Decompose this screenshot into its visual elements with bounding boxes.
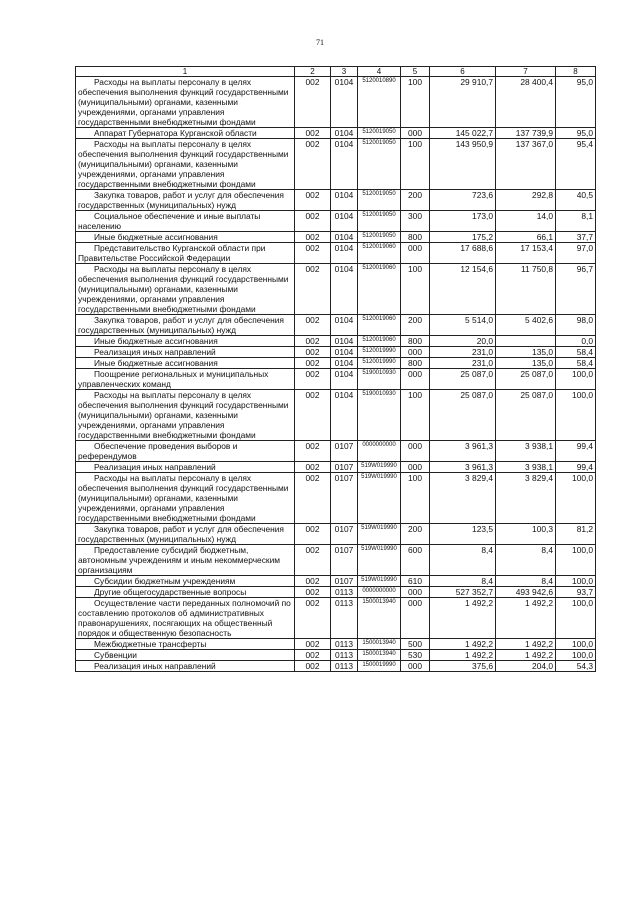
row-vr: 200	[401, 524, 430, 545]
header-cell: 5	[401, 67, 430, 77]
row-cs: 5120019060	[358, 336, 401, 347]
row-ved: 002	[295, 545, 331, 576]
header-cell: 4	[358, 67, 401, 77]
row-vr: 610	[401, 576, 430, 587]
row-cs: 519W019990	[358, 545, 401, 576]
row-name: Расходы на выплаты персоналу в целях обеспечения выполнения функций государственными (муниципальными) органами, казенными учреждениями, органами управления государственными внебюджетными фондами	[76, 390, 295, 441]
budget-table	[75, 66, 596, 672]
row-fact: 8,4	[496, 545, 556, 576]
row-plan: 29 910,7	[430, 77, 496, 128]
row-pct: 100,0	[556, 473, 596, 524]
table-row	[76, 128, 596, 139]
row-fact: 493 942,6	[496, 587, 556, 598]
row-pct: 99,4	[556, 462, 596, 473]
row-rz: 0107	[331, 576, 358, 587]
row-cs: 5120019050	[358, 232, 401, 243]
row-vr: 100	[401, 77, 430, 128]
row-plan: 8,4	[430, 576, 496, 587]
row-rz: 0107	[331, 524, 358, 545]
row-pct: 96,7	[556, 264, 596, 315]
row-ved: 002	[295, 473, 331, 524]
row-fact: 3 829,4	[496, 473, 556, 524]
row-name: Реализация иных направлений	[76, 347, 295, 358]
row-pct: 93,7	[556, 587, 596, 598]
row-vr: 000	[401, 462, 430, 473]
table-row	[76, 587, 596, 598]
header-row	[76, 67, 596, 77]
row-name: Поощрение региональных и муниципальных управленческих команд	[76, 369, 295, 390]
table-row	[76, 524, 596, 545]
row-name: Аппарат Губернатора Курганской области	[76, 128, 295, 139]
header-cell: 1	[76, 67, 295, 77]
row-cs: 519W019990	[358, 524, 401, 545]
table-row	[76, 139, 596, 190]
table-row	[76, 243, 596, 264]
row-cs: 1500013940	[358, 598, 401, 639]
row-rz: 0113	[331, 639, 358, 650]
row-cs: 519W019990	[358, 473, 401, 524]
row-plan: 5 514,0	[430, 315, 496, 336]
row-fact: 25 087,0	[496, 390, 556, 441]
row-pct: 58,4	[556, 358, 596, 369]
row-ved: 002	[295, 661, 331, 672]
table-row	[76, 639, 596, 650]
row-rz: 0107	[331, 441, 358, 462]
row-vr: 000	[401, 128, 430, 139]
row-fact: 292,8	[496, 190, 556, 211]
row-ved: 002	[295, 358, 331, 369]
row-rz: 0104	[331, 77, 358, 128]
row-name: Социальное обеспечение и иные выплаты населению	[76, 211, 295, 232]
row-fact: 3 938,1	[496, 462, 556, 473]
row-ved: 002	[295, 441, 331, 462]
row-vr: 000	[401, 587, 430, 598]
row-name: Иные бюджетные ассигнования	[76, 232, 295, 243]
table-row	[76, 545, 596, 576]
row-ved: 002	[295, 576, 331, 587]
row-fact: 1 492,2	[496, 650, 556, 661]
row-plan: 1 492,2	[430, 639, 496, 650]
row-rz: 0104	[331, 336, 358, 347]
row-rz: 0104	[331, 243, 358, 264]
row-name: Субвенции	[76, 650, 295, 661]
row-name: Расходы на выплаты персоналу в целях обеспечения выполнения функций государственными (муниципальными) органами, казенными учреждениями, органами управления государственными внебюджетными фондами	[76, 77, 295, 128]
row-pct: 100,0	[556, 390, 596, 441]
row-pct: 95,0	[556, 77, 596, 128]
row-cs: 5120019050	[358, 139, 401, 190]
row-plan: 1 492,2	[430, 598, 496, 639]
row-ved: 002	[295, 587, 331, 598]
row-plan: 527 352,7	[430, 587, 496, 598]
row-fact: 3 938,1	[496, 441, 556, 462]
row-plan: 17 688,6	[430, 243, 496, 264]
row-pct: 95,4	[556, 139, 596, 190]
row-ved: 002	[295, 369, 331, 390]
header-cell: 7	[496, 67, 556, 77]
row-rz: 0113	[331, 587, 358, 598]
row-rz: 0104	[331, 190, 358, 211]
row-rz: 0113	[331, 661, 358, 672]
page-number: 71	[316, 38, 324, 47]
row-vr: 800	[401, 358, 430, 369]
row-plan: 231,0	[430, 347, 496, 358]
row-fact: 14,0	[496, 211, 556, 232]
row-name: Расходы на выплаты персоналу в целях обеспечения выполнения функций государственными (муниципальными) органами, казенными учреждениями, органами управления государственными внебюджетными фондами	[76, 264, 295, 315]
row-vr: 500	[401, 639, 430, 650]
row-pct: 81,2	[556, 524, 596, 545]
row-vr: 000	[401, 369, 430, 390]
table-row	[76, 190, 596, 211]
row-vr: 600	[401, 545, 430, 576]
row-name: Расходы на выплаты персоналу в целях обеспечения выполнения функций государственными (муниципальными) органами, казенными учреждениями, органами управления государственными внебюджетными фондами	[76, 139, 295, 190]
row-pct: 100,0	[556, 369, 596, 390]
row-name: Субсидии бюджетным учреждениям	[76, 576, 295, 587]
row-fact: 100,3	[496, 524, 556, 545]
row-fact: 137 739,9	[496, 128, 556, 139]
row-ved: 002	[295, 211, 331, 232]
row-pct: 40,5	[556, 190, 596, 211]
row-plan: 723,6	[430, 190, 496, 211]
row-cs: 0000000000	[358, 587, 401, 598]
row-rz: 0107	[331, 473, 358, 524]
row-pct: 95,0	[556, 128, 596, 139]
row-cs: 5120019990	[358, 358, 401, 369]
table-row	[76, 390, 596, 441]
row-fact: 135,0	[496, 347, 556, 358]
row-name: Обеспечение проведения выборов и референдумов	[76, 441, 295, 462]
row-name: Представительство Курганской области при Правительстве Российской Федерации	[76, 243, 295, 264]
row-vr: 200	[401, 315, 430, 336]
row-rz: 0113	[331, 598, 358, 639]
row-vr: 800	[401, 232, 430, 243]
row-cs: 5120019050	[358, 128, 401, 139]
row-cs: 5190010930	[358, 390, 401, 441]
row-ved: 002	[295, 315, 331, 336]
row-vr: 200	[401, 190, 430, 211]
header-cell: 2	[295, 67, 331, 77]
table-row	[76, 358, 596, 369]
row-plan: 3 961,3	[430, 462, 496, 473]
row-pct: 100,0	[556, 598, 596, 639]
row-rz: 0104	[331, 358, 358, 369]
row-name: Межбюджетные трансферты	[76, 639, 295, 650]
row-rz: 0104	[331, 232, 358, 243]
table-row	[76, 369, 596, 390]
row-pct: 97,0	[556, 243, 596, 264]
row-ved: 002	[295, 650, 331, 661]
row-ved: 002	[295, 128, 331, 139]
row-ved: 002	[295, 264, 331, 315]
row-name: Иные бюджетные ассигнования	[76, 336, 295, 347]
row-fact: 11 750,8	[496, 264, 556, 315]
row-plan: 20,0	[430, 336, 496, 347]
row-vr: 300	[401, 211, 430, 232]
row-vr: 000	[401, 347, 430, 358]
row-plan: 375,6	[430, 661, 496, 672]
row-cs: 1500013940	[358, 639, 401, 650]
table-row	[76, 576, 596, 587]
row-ved: 002	[295, 347, 331, 358]
row-ved: 002	[295, 77, 331, 128]
header-cell: 8	[556, 67, 596, 77]
row-vr: 530	[401, 650, 430, 661]
row-fact: 204,0	[496, 661, 556, 672]
table-row	[76, 650, 596, 661]
row-cs: 5120019050	[358, 211, 401, 232]
row-rz: 0104	[331, 139, 358, 190]
row-fact: 28 400,4	[496, 77, 556, 128]
row-cs: 519W019990	[358, 576, 401, 587]
table-row	[76, 462, 596, 473]
row-plan: 145 022,7	[430, 128, 496, 139]
row-rz: 0104	[331, 128, 358, 139]
row-ved: 002	[295, 232, 331, 243]
row-rz: 0113	[331, 650, 358, 661]
row-vr: 000	[401, 598, 430, 639]
row-fact: 66,1	[496, 232, 556, 243]
row-cs: 5120019060	[358, 315, 401, 336]
row-plan: 173,0	[430, 211, 496, 232]
row-fact: 137 367,0	[496, 139, 556, 190]
table-row	[76, 211, 596, 232]
row-vr: 800	[401, 336, 430, 347]
row-name: Закупка товаров, работ и услуг для обеспечения государственных (муниципальных) нужд	[76, 190, 295, 211]
row-cs: 1500013940	[358, 650, 401, 661]
row-pct: 100,0	[556, 576, 596, 587]
row-pct: 54,3	[556, 661, 596, 672]
header-cell: 6	[430, 67, 496, 77]
row-plan: 231,0	[430, 358, 496, 369]
row-fact	[496, 336, 556, 347]
row-rz: 0104	[331, 211, 358, 232]
table-row	[76, 77, 596, 128]
table-row	[76, 441, 596, 462]
row-pct: 98,0	[556, 315, 596, 336]
row-pct: 100,0	[556, 545, 596, 576]
row-ved: 002	[295, 139, 331, 190]
row-name: Закупка товаров, работ и услуг для обеспечения государственных (муниципальных) нужд	[76, 524, 295, 545]
table-row	[76, 232, 596, 243]
row-ved: 002	[295, 336, 331, 347]
row-vr: 100	[401, 473, 430, 524]
row-vr: 000	[401, 441, 430, 462]
row-pct: 100,0	[556, 650, 596, 661]
row-plan: 8,4	[430, 545, 496, 576]
row-plan: 1 492,2	[430, 650, 496, 661]
row-name: Другие общегосударственные вопросы	[76, 587, 295, 598]
row-vr: 000	[401, 661, 430, 672]
row-name: Осуществление части переданных полномочий по составлению протоколов об административных правонарушениях, посягающих на общественный порядок и общественную безопасность	[76, 598, 295, 639]
row-pct: 8,1	[556, 211, 596, 232]
row-vr: 100	[401, 390, 430, 441]
row-rz: 0107	[331, 545, 358, 576]
row-rz: 0107	[331, 462, 358, 473]
row-plan: 143 950,9	[430, 139, 496, 190]
row-cs: 519W019990	[358, 462, 401, 473]
row-fact: 135,0	[496, 358, 556, 369]
row-name: Предоставление субсидий бюджетным, автономным учреждениям и иным некоммерческим организациям	[76, 545, 295, 576]
row-fact: 5 402,6	[496, 315, 556, 336]
row-fact: 25 087,0	[496, 369, 556, 390]
row-name: Расходы на выплаты персоналу в целях обеспечения выполнения функций государственными (муниципальными) органами, казенными учреждениями, органами управления государственными внебюджетными фондами	[76, 473, 295, 524]
row-pct: 0,0	[556, 336, 596, 347]
row-cs: 5190010930	[358, 369, 401, 390]
row-cs: 5120019990	[358, 347, 401, 358]
row-pct: 37,7	[556, 232, 596, 243]
row-pct: 99,4	[556, 441, 596, 462]
row-vr: 000	[401, 243, 430, 264]
row-rz: 0104	[331, 264, 358, 315]
row-ved: 002	[295, 598, 331, 639]
row-fact: 17 153,4	[496, 243, 556, 264]
row-rz: 0104	[331, 347, 358, 358]
row-vr: 100	[401, 139, 430, 190]
row-ved: 002	[295, 524, 331, 545]
table-row	[76, 315, 596, 336]
row-rz: 0104	[331, 315, 358, 336]
row-cs: 5120019050	[358, 190, 401, 211]
row-fact: 8,4	[496, 576, 556, 587]
row-pct: 58,4	[556, 347, 596, 358]
row-plan: 12 154,6	[430, 264, 496, 315]
row-rz: 0104	[331, 369, 358, 390]
row-plan: 3 961,3	[430, 441, 496, 462]
row-fact: 1 492,2	[496, 598, 556, 639]
row-cs: 0000000000	[358, 441, 401, 462]
row-plan: 3 829,4	[430, 473, 496, 524]
row-ved: 002	[295, 390, 331, 441]
table-row	[76, 347, 596, 358]
row-cs: 5120019060	[358, 243, 401, 264]
table-row	[76, 264, 596, 315]
row-rz: 0104	[331, 390, 358, 441]
row-ved: 002	[295, 190, 331, 211]
row-plan: 123,5	[430, 524, 496, 545]
row-plan: 25 087,0	[430, 390, 496, 441]
row-ved: 002	[295, 243, 331, 264]
header-cell: 3	[331, 67, 358, 77]
row-fact: 1 492,2	[496, 639, 556, 650]
row-vr: 100	[401, 264, 430, 315]
table-row	[76, 336, 596, 347]
row-cs: 1500019990	[358, 661, 401, 672]
table-row	[76, 661, 596, 672]
table-row	[76, 598, 596, 639]
row-ved: 002	[295, 462, 331, 473]
row-cs: 5120010890	[358, 77, 401, 128]
row-name: Закупка товаров, работ и услуг для обеспечения государственных (муниципальных) нужд	[76, 315, 295, 336]
row-pct: 100,0	[556, 639, 596, 650]
row-ved: 002	[295, 639, 331, 650]
row-plan: 175,2	[430, 232, 496, 243]
table-row	[76, 473, 596, 524]
row-cs: 5120019060	[358, 264, 401, 315]
row-plan: 25 087,0	[430, 369, 496, 390]
row-name: Реализация иных направлений	[76, 661, 295, 672]
row-name: Иные бюджетные ассигнования	[76, 358, 295, 369]
row-name: Реализация иных направлений	[76, 462, 295, 473]
